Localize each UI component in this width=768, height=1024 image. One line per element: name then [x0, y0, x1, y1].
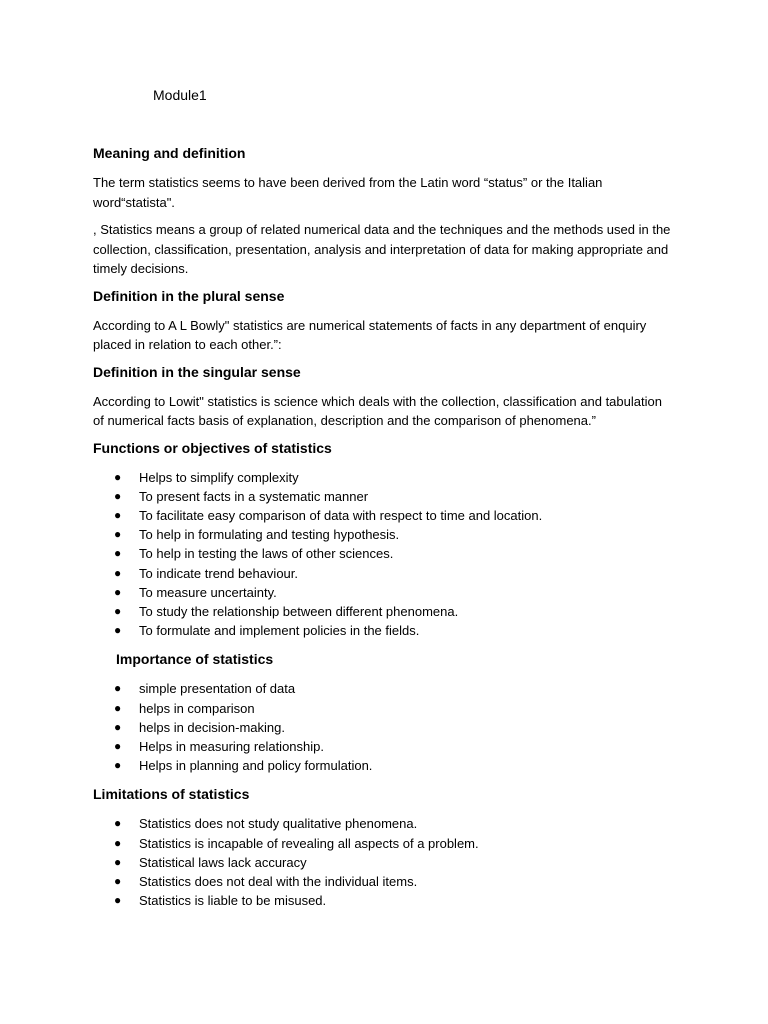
paragraph-singular-sense: According to Lowit" statistics is science which deals with the collection, classification and tabulation of numerical facts basis of explanation, description and the comparison of phenomena.”	[93, 393, 662, 428]
list-item-text: To facilitate easy comparison of data with respect to time and location.	[139, 507, 543, 523]
bullet-icon: ●	[114, 893, 122, 908]
list-item	[93, 679, 673, 698]
list-importance	[93, 679, 673, 775]
list-item-text: Statistics is incapable of revealing all aspects of a problem.	[139, 835, 479, 851]
list-item-text: Statistics is liable to be misused.	[139, 893, 327, 909]
list-functions	[93, 468, 673, 641]
paragraph-meaning-definition: , Statistics means a group of related numerical data and the techniques and the methods used in the collection, classification, presentation, analysis and interpretation of data for making appropriate and timely decisions.	[93, 222, 671, 276]
list-item-text: To study the relationship between different phenomena.	[139, 603, 459, 619]
list-item	[93, 602, 673, 621]
list-item	[93, 872, 673, 891]
module-title: Module1	[153, 87, 207, 103]
heading-singular-sense: Definition in the singular sense	[93, 363, 301, 380]
list-item	[93, 468, 673, 487]
list-item	[93, 621, 673, 640]
bullet-icon: ●	[114, 623, 122, 638]
bullet-icon: ●	[114, 758, 122, 773]
list-item-text: To formulate and implement policies in the fields.	[139, 623, 420, 639]
heading-plural-sense: Definition in the plural sense	[93, 287, 285, 304]
bullet-icon: ●	[114, 527, 122, 542]
list-item-text: Statistics does not deal with the individual items.	[139, 873, 418, 889]
list-item	[93, 834, 673, 853]
bullet-icon: ●	[114, 584, 122, 599]
paragraph-meaning-origin: The term statistics seems to have been derived from the Latin word “status” or the Italian word“statista".	[93, 175, 603, 210]
bullet-icon: ●	[114, 488, 122, 503]
list-item-text: To measure uncertainty.	[139, 584, 277, 600]
list-item	[93, 544, 673, 563]
list-item	[93, 699, 673, 718]
list-item	[93, 487, 673, 506]
heading-meaning: Meaning and definition	[93, 145, 246, 161]
list-item	[93, 564, 673, 583]
list-item	[93, 525, 673, 544]
bullet-icon: ●	[114, 835, 122, 850]
list-item	[93, 756, 673, 775]
bullet-icon: ●	[114, 469, 122, 484]
bullet-icon: ●	[114, 873, 122, 888]
bullet-icon: ●	[114, 681, 122, 696]
bullet-icon: ●	[114, 546, 122, 561]
list-item	[93, 583, 673, 602]
list-item	[93, 737, 673, 756]
list-item	[93, 718, 673, 737]
list-item	[93, 891, 673, 910]
heading-functions: Functions or objectives of statistics	[93, 439, 332, 456]
bullet-icon: ●	[114, 738, 122, 753]
list-item-text: Statistical laws lack accuracy	[139, 854, 307, 870]
list-item-text: Statistics does not study qualitative phenomena.	[139, 816, 418, 832]
heading-limitations: Limitations of statistics	[93, 786, 250, 803]
list-item-text: Helps in measuring relationship.	[139, 738, 324, 754]
list-item-text: helps in comparison	[139, 700, 255, 716]
list-item-text: helps in decision-making.	[139, 719, 285, 735]
list-item-text: To help in formulating and testing hypothesis.	[139, 527, 400, 543]
list-item-text: To help in testing the laws of other sciences.	[139, 546, 394, 562]
list-item-text: Helps to simplify complexity	[139, 469, 299, 485]
bullet-icon: ●	[114, 565, 122, 580]
list-limitations	[93, 814, 673, 910]
list-item-text: To indicate trend behaviour.	[139, 565, 298, 581]
bullet-icon: ●	[114, 507, 122, 522]
bullet-icon: ●	[114, 700, 122, 715]
list-item	[93, 506, 673, 525]
list-item-text: To present facts in a systematic manner	[139, 488, 369, 504]
list-item	[93, 814, 673, 833]
list-item	[93, 853, 673, 872]
list-item-text: Helps in planning and policy formulation.	[139, 758, 373, 774]
heading-importance: Importance of statistics	[116, 651, 274, 668]
bullet-icon: ●	[114, 854, 122, 869]
bullet-icon: ●	[114, 603, 122, 618]
bullet-icon: ●	[114, 719, 122, 734]
document-body	[93, 144, 673, 920]
bullet-icon: ●	[114, 816, 122, 831]
paragraph-plural-sense: According to A L Bowly" statistics are numerical statements of facts in any department of enquiry placed in relation to each other.”:	[93, 317, 647, 352]
list-item-text: simple presentation of data	[139, 681, 296, 697]
